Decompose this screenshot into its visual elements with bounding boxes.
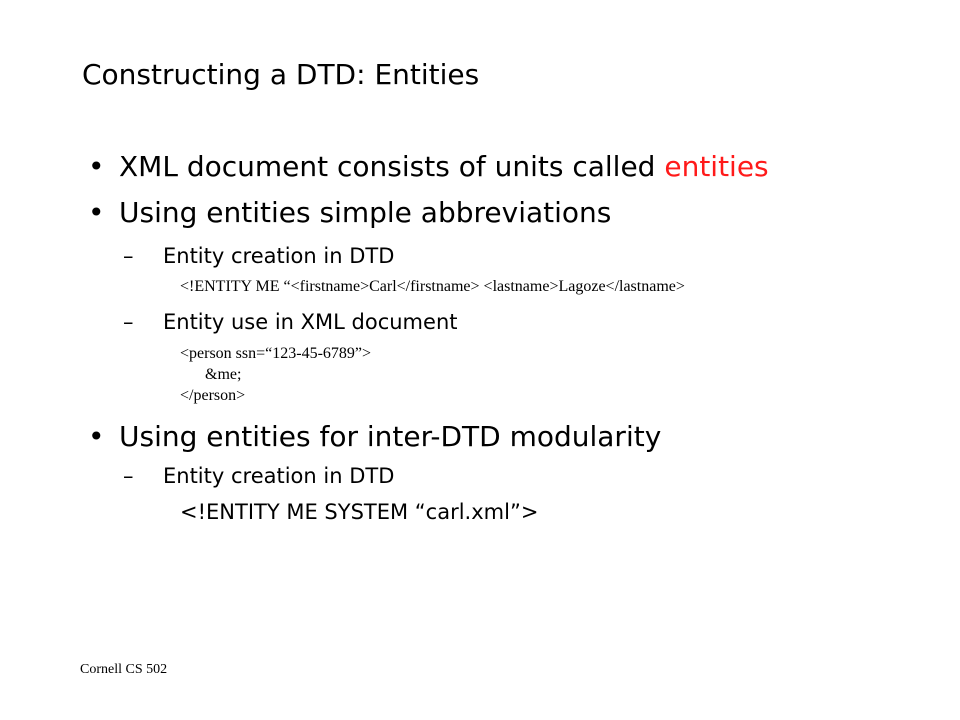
bullet-text: Using entities simple abbreviations <box>119 196 612 229</box>
footer-text: Cornell CS 502 <box>80 662 168 677</box>
bullet-icon: • <box>88 196 105 229</box>
code-line: <!ENTITY ME SYSTEM “carl.xml”> <box>180 500 539 524</box>
sub-item-text: Entity use in XML document <box>163 310 458 334</box>
bullet-text-plain: XML document consists of units called <box>119 150 665 183</box>
slide-title: Constructing a DTD: Entities <box>82 58 480 91</box>
code-line: &me; <box>205 366 242 383</box>
sub-item-text: Entity creation in DTD <box>163 464 395 488</box>
bullet-text: Using entities for inter-DTD modularity <box>119 420 662 453</box>
dash-icon: – <box>123 310 134 334</box>
bullet-icon: • <box>88 420 105 453</box>
code-line: </person> <box>180 387 246 404</box>
bullet-text <box>119 150 769 183</box>
code-line: <!ENTITY ME “<firstname>Carl</firstname> <lastname>Lagoze</lastname> <box>180 278 685 295</box>
highlighted-term: entities <box>664 150 769 183</box>
dash-icon: – <box>123 464 134 488</box>
bullet-icon: • <box>88 150 105 183</box>
dash-icon: – <box>123 244 134 268</box>
code-line: <person ssn=“123-45-6789”> <box>180 345 372 362</box>
sub-item-text: Entity creation in DTD <box>163 244 395 268</box>
